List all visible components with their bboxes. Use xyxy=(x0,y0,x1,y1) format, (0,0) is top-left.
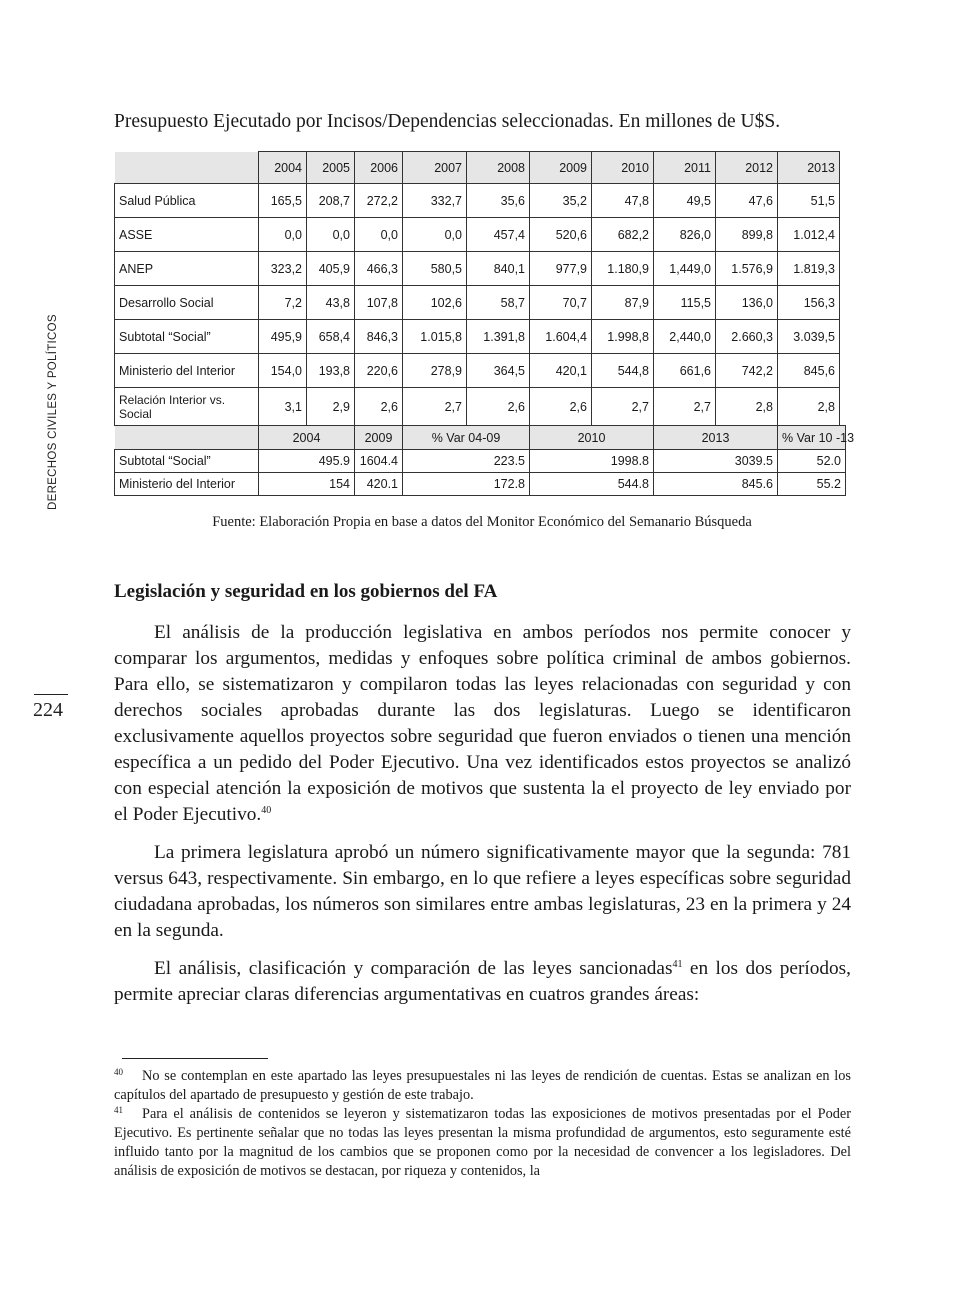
table-cell: 49,5 xyxy=(654,184,716,218)
table-cell: 87,9 xyxy=(592,286,654,320)
year-header: 2009 xyxy=(530,152,592,184)
table-cell: 495.9 xyxy=(259,450,355,473)
table-cell: 977,9 xyxy=(530,252,592,286)
table-cell: 1998.8 xyxy=(530,450,654,473)
row-label: ASSE xyxy=(115,218,259,252)
table-cell: 58,7 xyxy=(467,286,530,320)
table-cell: 495,9 xyxy=(259,320,307,354)
table-cell: 47,6 xyxy=(716,184,778,218)
row-label: Salud Pública xyxy=(115,184,259,218)
table-cell: 420,1 xyxy=(530,354,592,388)
table-cell: 826,0 xyxy=(654,218,716,252)
table-cell: 2,7 xyxy=(654,388,716,426)
table-cell: 1.012,4 xyxy=(778,218,840,252)
table-row xyxy=(115,286,846,320)
table-row xyxy=(115,320,846,354)
table-cell: 2.660,3 xyxy=(716,320,778,354)
table-cell: 223.5 xyxy=(403,450,530,473)
table-cell: 544.8 xyxy=(530,473,654,496)
paragraph-text: La primera legislatura aprobó un número significativamente mayor que la segunda: 781 versus 643, respectivamente. Sin embargo, en lo que refiere a leyes específicas sobre seguridad ciudadana aprobadas, los números son similares entre ambas legislaturas, 23 en la primera y 24 en la segunda. xyxy=(114,842,851,941)
table-cell: 0,0 xyxy=(355,218,403,252)
table-cell: 70,7 xyxy=(530,286,592,320)
table-row xyxy=(115,388,846,426)
table-cell: 0,0 xyxy=(403,218,467,252)
paragraph xyxy=(114,620,851,828)
footnotes xyxy=(114,1067,851,1181)
table-cell: 682,2 xyxy=(592,218,654,252)
paragraph xyxy=(114,956,851,1008)
year-header: 2008 xyxy=(467,152,530,184)
footnote-ref: 40 xyxy=(261,805,272,816)
table-cell: 3,1 xyxy=(259,388,307,426)
table-cell: 2,8 xyxy=(778,388,840,426)
body-text xyxy=(114,620,851,1020)
table-cell: 846,3 xyxy=(355,320,403,354)
table-cell: 3.039,5 xyxy=(778,320,840,354)
row-label: ANEP xyxy=(115,252,259,286)
summary-row xyxy=(115,450,846,473)
page-number-rule xyxy=(34,694,68,695)
year-header: 2005 xyxy=(307,152,355,184)
table-cell: 115,5 xyxy=(654,286,716,320)
row-label: Relación Interior vs. Social xyxy=(115,388,259,426)
table-cell: 278,9 xyxy=(403,354,467,388)
paragraph-text: El análisis de la producción legislativa en ambos períodos nos permite conocer y comparar los argumentos, medidas y enfoques sobre política criminal de ambos gobiernos. Para ello, se sistematizaron y compilaron todas las leyes relacionadas con seguridad y con derechos sociales aprobadas durante las dos legislaturas. Luego se identificaron exclusivamente aquellos proyectos sobre seguridad que fueron enviados o tienen una mención específica a un pedido del Poder Ejecutivo. Una vez identificados estos proyectos se analizó con especial atención la exposición de motivos que sustenta la el proyecto de ley enviado por el Poder Ejecutivo. xyxy=(114,622,851,825)
paragraph xyxy=(114,840,851,944)
table-cell: 661,6 xyxy=(654,354,716,388)
table-cell: 193,8 xyxy=(307,354,355,388)
running-header: DERECHOS CIVILES Y POLÍTICOS xyxy=(47,314,59,510)
table-cell: 840,1 xyxy=(467,252,530,286)
table-cell: 2,7 xyxy=(403,388,467,426)
table-cell: 1.998,8 xyxy=(592,320,654,354)
table-cell: 405,9 xyxy=(307,252,355,286)
table-cell: 1604.4 xyxy=(355,450,403,473)
footnote-text: Para el análisis de contenidos se leyeron y sistematizaron todas las exposiciones de motivos presentadas por el Poder Ejecutivo. Es pertinente señalar que no todas las leyes presentan la misma profundidad de argumentos, esto seguramente esté influido tanto por la magnitud de los cambios que se proponen como por la necesidad de convencer a los legisladores. Del análisis de exposición de motivos se destacan, por riqueza y contenidos, la xyxy=(114,1106,851,1179)
table-cell: 899,8 xyxy=(716,218,778,252)
table-cell: 165,5 xyxy=(259,184,307,218)
table-cell: 520,6 xyxy=(530,218,592,252)
table-cell: 0,0 xyxy=(307,218,355,252)
table-row xyxy=(115,252,846,286)
table-cell: 154 xyxy=(259,473,355,496)
table-cell: 1.015,8 xyxy=(403,320,467,354)
footnote-separator xyxy=(122,1058,268,1059)
table-cell: 323,2 xyxy=(259,252,307,286)
table-cell: 580,5 xyxy=(403,252,467,286)
row-label: Subtotal “Social” xyxy=(115,320,259,354)
table-cell: 2,6 xyxy=(355,388,403,426)
summary-header: % Var 10 -13 xyxy=(778,426,846,450)
table-cell: 332,7 xyxy=(403,184,467,218)
table-cell: 742,2 xyxy=(716,354,778,388)
table-cell: 7,2 xyxy=(259,286,307,320)
table-caption: Presupuesto Ejecutado por Incisos/Dependencias seleccionadas. En millones de U$S. xyxy=(114,111,781,132)
table-cell: 2,440,0 xyxy=(654,320,716,354)
row-label: Ministerio del Interior xyxy=(115,473,259,496)
table-cell: 51,5 xyxy=(778,184,840,218)
summary-header: 2004 xyxy=(259,426,355,450)
table-cell: 1.391,8 xyxy=(467,320,530,354)
row-label: Ministerio del Interior xyxy=(115,354,259,388)
table-cell: 0,0 xyxy=(259,218,307,252)
table-cell: 1.180,9 xyxy=(592,252,654,286)
table-cell: 2,6 xyxy=(530,388,592,426)
footnote: 40 No se contemplan en este apartado las leyes presupuestales ni las leyes de rendición de cuentas. Estas se analizan en los capítulos del apartado de presupuesto y gestión de este trabajo. xyxy=(114,1067,851,1103)
table-row xyxy=(115,354,846,388)
table-cell: 208,7 xyxy=(307,184,355,218)
table-cell: 107,8 xyxy=(355,286,403,320)
summary-header: 2010 xyxy=(530,426,654,450)
table-cell: 3039.5 xyxy=(654,450,778,473)
table-cell: 272,2 xyxy=(355,184,403,218)
table-cell: 55.2 xyxy=(778,473,846,496)
table-cell: 156,3 xyxy=(778,286,840,320)
row-label: Subtotal “Social” xyxy=(115,450,259,473)
table-cell: 2,6 xyxy=(467,388,530,426)
table-cell: 35,6 xyxy=(467,184,530,218)
summary-header-row xyxy=(115,426,846,450)
section-heading: Legislación y seguridad en los gobiernos del FA xyxy=(114,581,498,602)
table-cell: 420.1 xyxy=(355,473,403,496)
row-label: Desarrollo Social xyxy=(115,286,259,320)
year-header: 2012 xyxy=(716,152,778,184)
table-cell: 1.604,4 xyxy=(530,320,592,354)
table-cell: 1.819,3 xyxy=(778,252,840,286)
year-header: 2004 xyxy=(259,152,307,184)
table-cell: 154,0 xyxy=(259,354,307,388)
table-cell: 457,4 xyxy=(467,218,530,252)
footnote: 41 Para el análisis de contenidos se leyeron y sistematizaron todas las exposiciones de motivos presentadas por el Poder Ejecutivo. Es pertinente señalar que no todas las leyes presentan la misma profundidad de argumentos, esto seguramente esté influido tanto por la magnitud de los cambios que se proponen como por la necesidad de convencer a los legisladores. Del análisis de exposición de motivos se destacan, por riqueza y contenidos, la xyxy=(114,1105,851,1179)
table-cell: 2,7 xyxy=(592,388,654,426)
year-header: 2011 xyxy=(654,152,716,184)
summary-row xyxy=(115,473,846,496)
table-cell: 658,4 xyxy=(307,320,355,354)
table-cell: 544,8 xyxy=(592,354,654,388)
year-header-row xyxy=(115,152,846,184)
footnote-text: No se contemplan en este apartado las leyes presupuestales ni las leyes de rendición de cuentas. Estas se analizan en los capítulos del apartado de presupuesto y gestión de este trabajo. xyxy=(114,1068,851,1103)
table-cell: 364,5 xyxy=(467,354,530,388)
year-header: 2010 xyxy=(592,152,654,184)
table-cell: 220,6 xyxy=(355,354,403,388)
paragraph-text: en los dos períodos, permite apreciar claras diferencias argumentativas en cuatros grandes áreas: xyxy=(114,958,851,1005)
table-cell: 1,449,0 xyxy=(654,252,716,286)
table-row xyxy=(115,184,846,218)
table-cell: 172.8 xyxy=(403,473,530,496)
table-cell: 136,0 xyxy=(716,286,778,320)
summary-header-corner xyxy=(115,426,259,450)
table-cell: 845.6 xyxy=(654,473,778,496)
year-header: 2007 xyxy=(403,152,467,184)
table-cell: 43,8 xyxy=(307,286,355,320)
summary-header: 2013 xyxy=(654,426,778,450)
table-cell: 2,9 xyxy=(307,388,355,426)
table-cell: 102,6 xyxy=(403,286,467,320)
year-header: 2006 xyxy=(355,152,403,184)
table-cell: 47,8 xyxy=(592,184,654,218)
summary-header: 2009 xyxy=(355,426,403,450)
table-cell: 845,6 xyxy=(778,354,840,388)
header-corner xyxy=(115,152,259,184)
table-cell: 466,3 xyxy=(355,252,403,286)
page-number: 224 xyxy=(33,699,63,721)
table-row xyxy=(115,218,846,252)
table-cell: 52.0 xyxy=(778,450,846,473)
table-cell: 1.576,9 xyxy=(716,252,778,286)
table-source: Fuente: Elaboración Propia en base a datos del Monitor Económico del Semanario Búsqueda xyxy=(212,514,752,530)
budget-table xyxy=(114,151,855,496)
year-header: 2013 xyxy=(778,152,840,184)
footnote-ref: 41 xyxy=(672,959,683,970)
summary-header: % Var 04-09 xyxy=(403,426,530,450)
table-cell: 35,2 xyxy=(530,184,592,218)
paragraph-text: El análisis, clasificación y comparación de las leyes sancionadas xyxy=(154,958,673,979)
table-cell: 2,8 xyxy=(716,388,778,426)
